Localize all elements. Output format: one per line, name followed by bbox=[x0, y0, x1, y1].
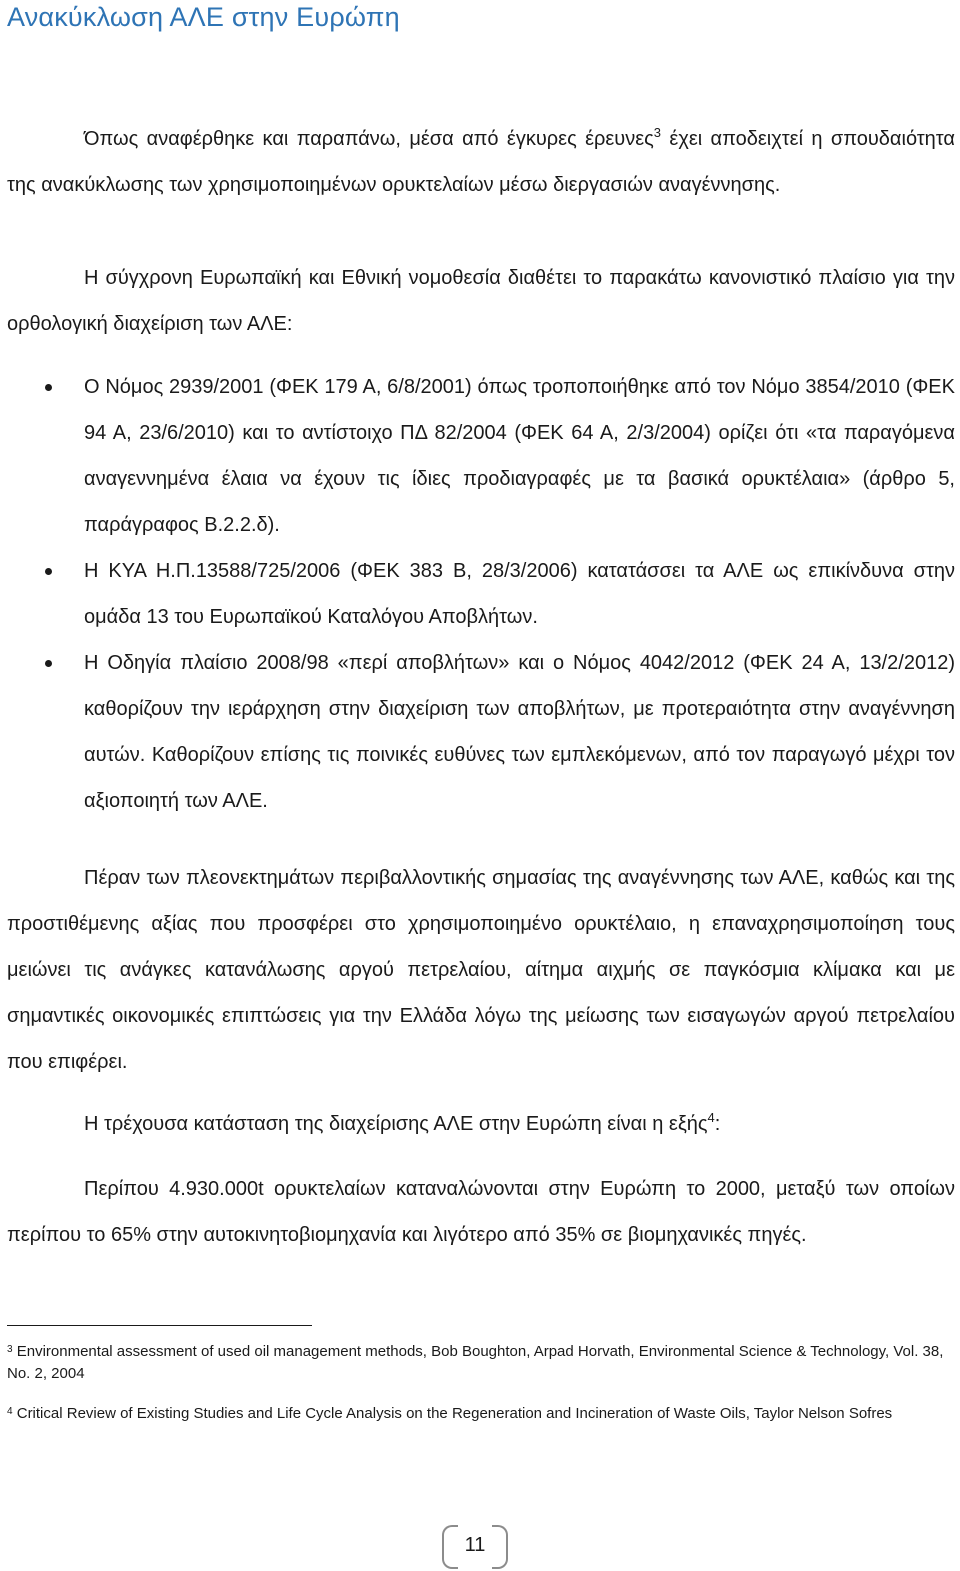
list-item bbox=[0, 364, 955, 548]
footnote-ref-4[interactable]: 4 bbox=[707, 1110, 715, 1125]
list-item-text: Η Οδηγία πλαίσιο 2008/98 «περί αποβλήτων» και ο Νόμος 4042/2012 (ΦΕΚ 24 Α, 13/2/2012) καθορίζουν την ιεράρχηση στην διαχείριση των αποβλήτων, με προτεραιότητα στην αναγέννηση αυτών. Καθορίζουν επίσης τις ποινικές ευθύνες των εμπλεκόμενων, από τον παραγωγό μέχρι τον αξιοποιητή των ΑΛΕ. bbox=[84, 652, 955, 812]
paragraph-status-text: Η τρέχουσα κατάσταση της διαχείρισης ΑΛΕ στην Ευρώπη είναι η εξής bbox=[84, 1113, 708, 1135]
footnote-ref-3[interactable]: 3 bbox=[653, 125, 662, 140]
page-title: Ανακύκλωση ΑΛΕ στην Ευρώπη bbox=[7, 2, 400, 32]
list-item-text: Η ΚΥΑ Η.Π.13588/725/2006 (ΦΕΚ 383 Β, 28/3/2006) κατατάσσει τα ΑΛΕ ως επικίνδυνα στην ομάδα 13 του Ευρωπαϊκού Καταλόγου Αποβλήτων. bbox=[84, 560, 955, 628]
footnote-text: Critical Review of Existing Studies and Life Cycle Analysis on the Regeneration and Incineration of Waste Oils, Taylor Nelson Sofres bbox=[16, 1405, 893, 1422]
paragraph-legislation bbox=[7, 255, 955, 347]
paragraph-intro-rest: έχει αποδειχτεί η σπουδαιότητα της ανακύκλωσης των χρησιμοποιημένων ορυκτελαίων μέσω διεργασιών αναγέννησης. bbox=[7, 128, 955, 196]
paragraph-status bbox=[7, 1101, 955, 1147]
paragraph-status-rest: : bbox=[714, 1113, 721, 1135]
list-item bbox=[0, 548, 955, 640]
footnote-divider bbox=[7, 1325, 312, 1326]
list-item-text: Ο Νόμος 2939/2001 (ΦΕΚ 179 Α, 6/8/2001) όπως τροποποιήθηκε από τον Νόμο 3854/2010 (ΦΕΚ 94 Α, 23/6/2010) και το αντίστοιχο ΠΔ 82/2004 (ΦΕΚ 64 Α, 2/3/2004) ορίζει ότι «τα παραγόμενα αναγεννημένα έλαια να έχουν τις ίδιες προδιαγραφές με τα βασικά ορυκτέλαια» (άρθρο 5, παράγραφος Β.2.2.δ). bbox=[84, 376, 955, 536]
legislation-list bbox=[0, 364, 955, 824]
paragraph-intro-text: Όπως αναφέρθηκε και παραπάνω, μέσα από έγκυρες έρευνες bbox=[84, 128, 654, 150]
paragraph-legislation-text: Η σύγχρονη Ευρωπαϊκή και Εθνική νομοθεσία διαθέτει το παρακάτω κανονιστικό πλαίσιο για την ορθολογική διαχείριση των ΑΛΕ: bbox=[7, 267, 955, 335]
page-number: 11 bbox=[464, 1534, 486, 1556]
footnote-number: 3 bbox=[7, 1344, 13, 1355]
footnote-text: Environmental assessment of used oil management methods, Bob Boughton, Arpad Horvath, Environmental Science & Technology, Vol. 38, No. 2, 2004 bbox=[7, 1343, 944, 1382]
paragraph-benefits-text: Πέραν των πλεονεκτημάτων περιβαλλοντικής σημασίας της αναγέννησης των ΑΛΕ, καθώς και της προστιθέμενης αξίας που προσφέρει στο χρησιμοποιημένο ορυκτέλαιο, η επαναχρησιμοποίηση τους μειώνει τις ανάγκες κατανάλωσης αργού πετρελαίου, αίτημα αιχμής σε παγκόσμια κλίμακα και με σημαντικές οικονομικές επιπτώσεις για την Ελλάδα λόγω της μείωσης των εισαγωγών αργού πετρελαίου που επιφέρει. bbox=[7, 867, 955, 1073]
bullet-icon bbox=[45, 568, 52, 575]
bullet-icon bbox=[45, 384, 52, 391]
bullet-icon bbox=[45, 660, 52, 667]
paragraph-consumption-text: Περίπου 4.930.000t ορυκτελαίων καταναλώνονται στην Ευρώπη το 2000, μεταξύ των οποίων περίπου το 65% στην αυτοκινητοβιομηχανία και λιγότερο από 35% σε βιομηχανικές πηγές. bbox=[7, 1178, 955, 1246]
paragraph-intro bbox=[7, 116, 955, 208]
footnote-4 bbox=[7, 1403, 947, 1425]
paragraph-benefits bbox=[7, 855, 955, 1085]
list-item bbox=[0, 640, 955, 824]
footnote-3 bbox=[7, 1341, 947, 1385]
footnote-number: 4 bbox=[7, 1406, 13, 1417]
paragraph-consumption bbox=[7, 1166, 955, 1258]
